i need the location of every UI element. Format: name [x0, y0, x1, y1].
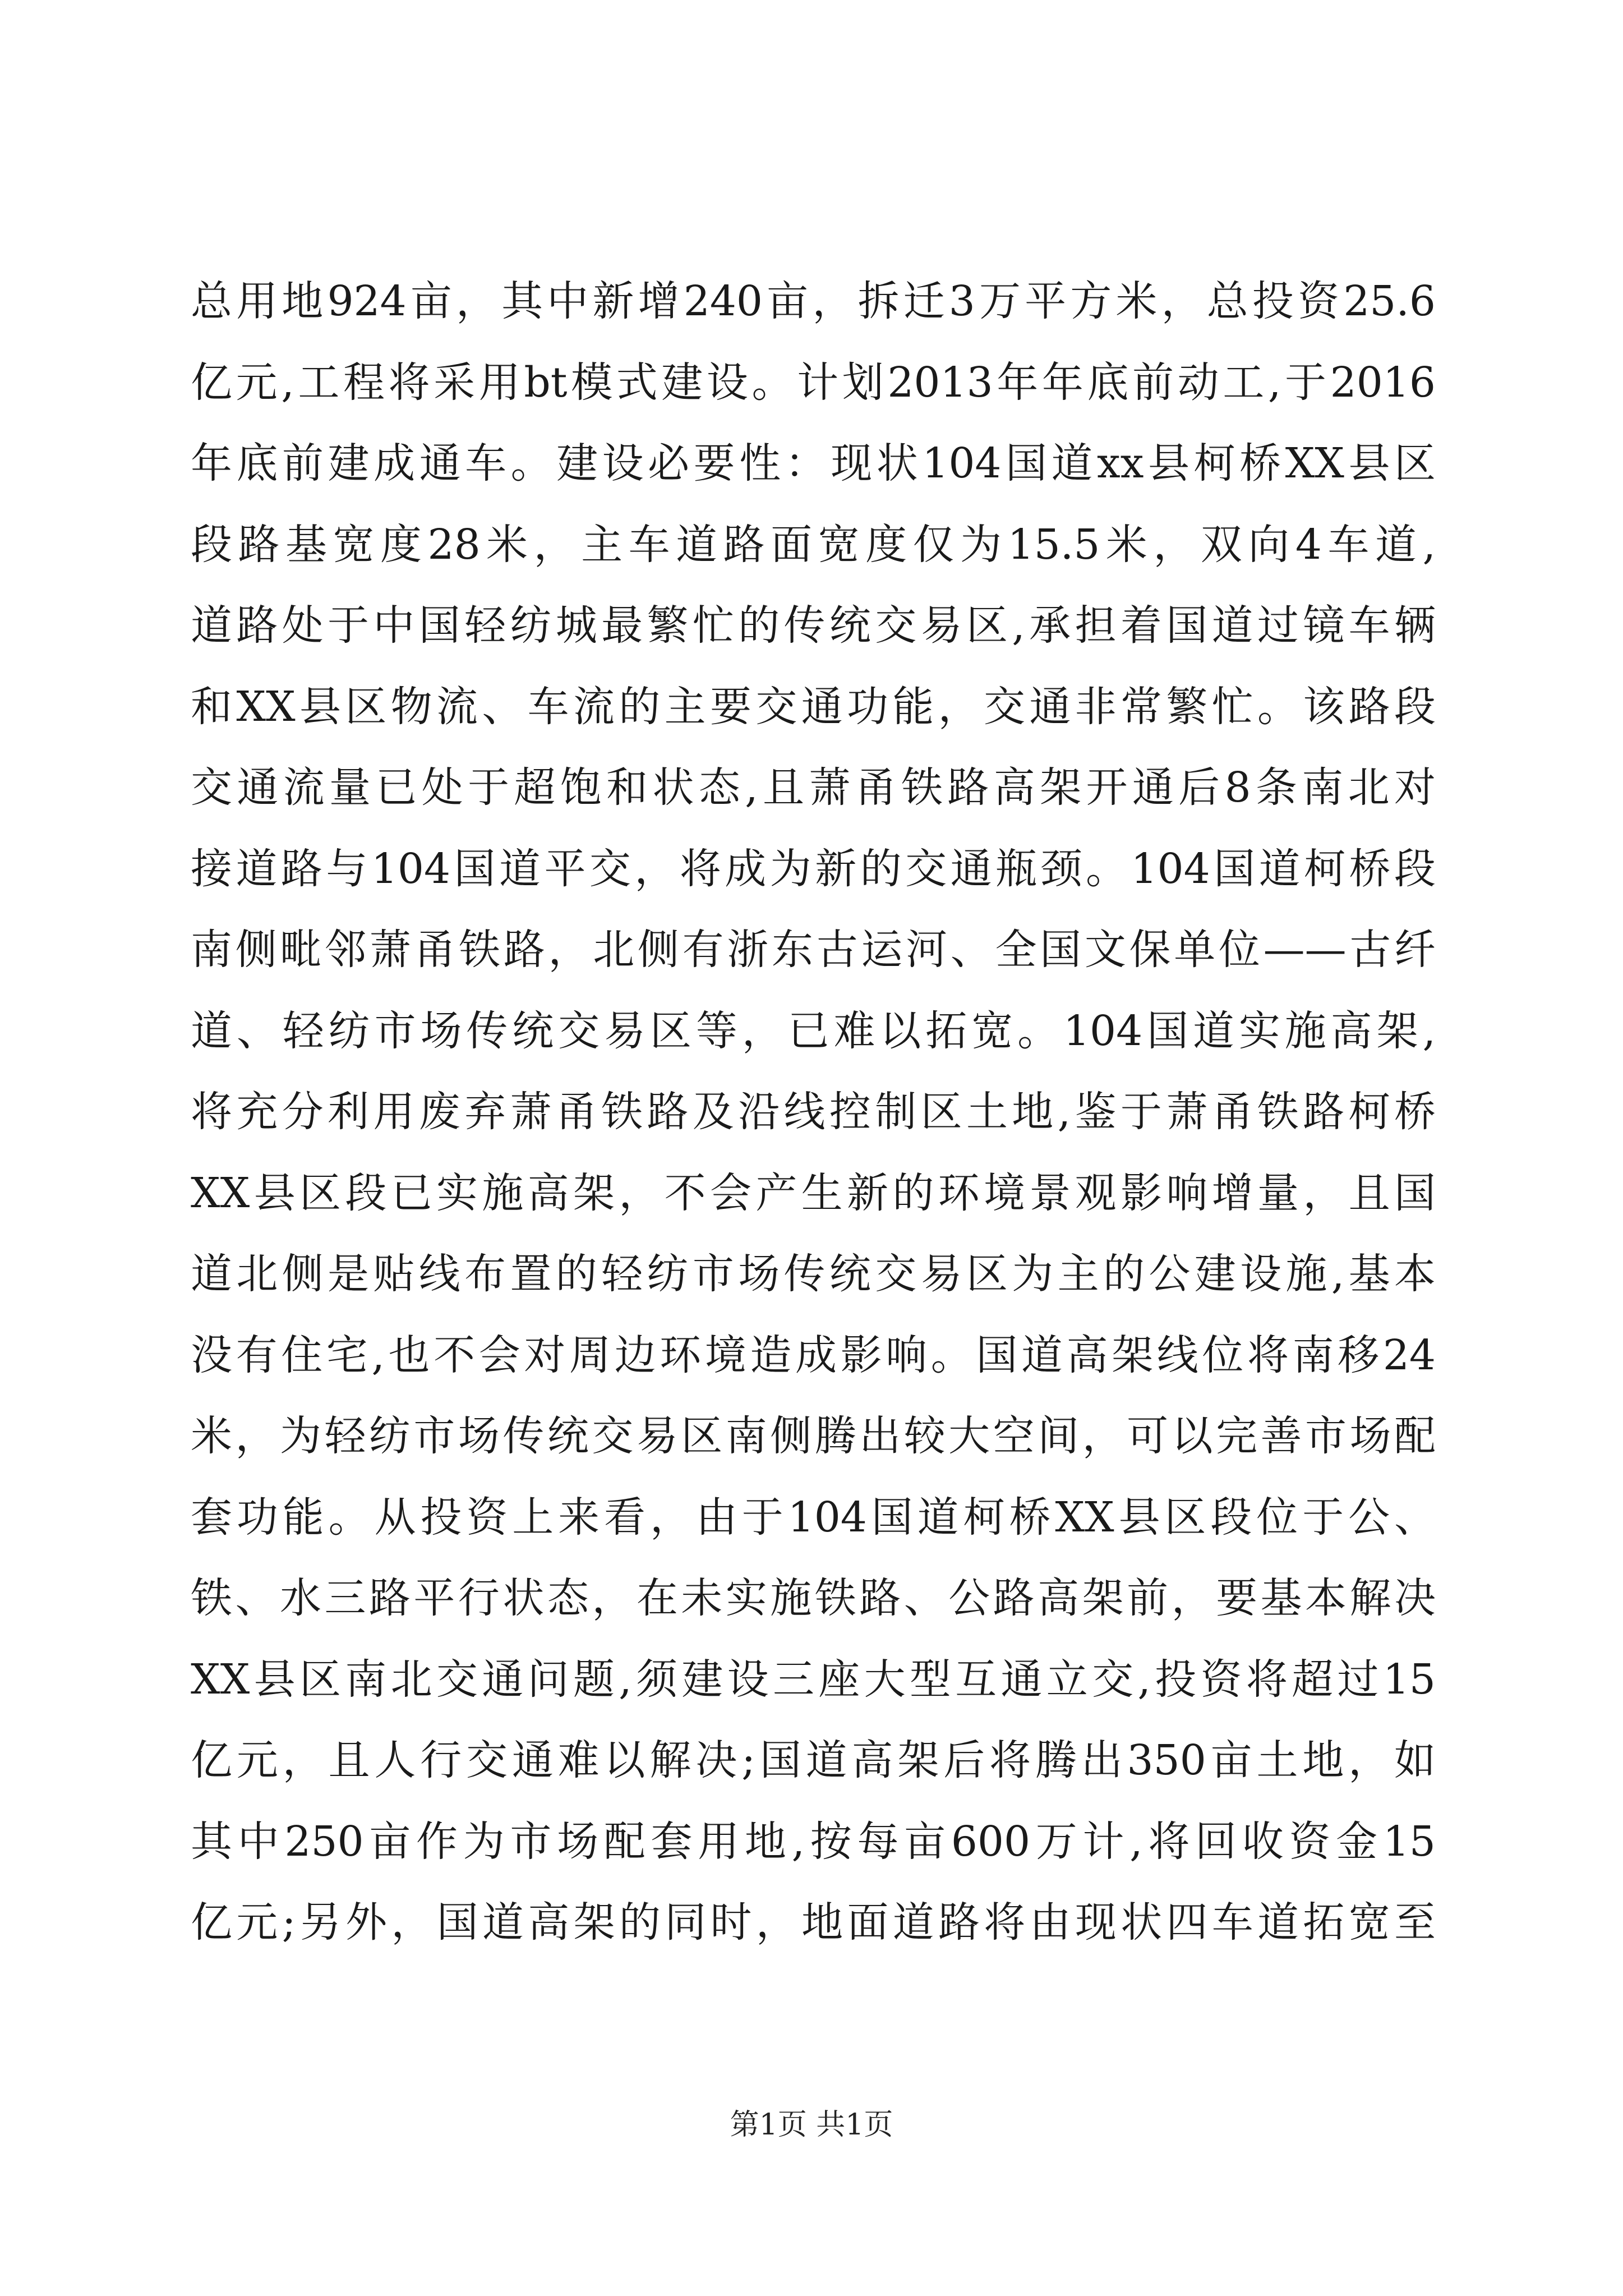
- text-line-2: 亿元,工程将采用bt模式建设。计划2013年年底前动工,于2016: [191, 358, 1436, 407]
- text-line-7: 交通流量已处于超饱和状态,且萧甬铁路高架开通后8条南北对: [191, 763, 1436, 812]
- text-line-12: XX县区段已实施高架，不会产生新的环境景观影响增量，且国: [191, 1168, 1436, 1217]
- text-line-19: 亿元，且人行交通难以解决;国道高架后将腾出350亩土地，如: [191, 1736, 1436, 1784]
- text-line-21: 亿元;另外，国道高架的同时，地面道路将由现状四车道拓宽至: [191, 1898, 1436, 1947]
- text-line-18: XX县区南北交通问题,须建设三座大型互通立交,投资将超过15: [191, 1655, 1436, 1704]
- text-line-14: 没有住宅,也不会对周边环境造成影响。国道高架线位将南移24: [191, 1331, 1436, 1379]
- page-footer: 第1页 共1页: [730, 2108, 893, 2142]
- text-line-5: 道路处于中国轻纺城最繁忙的传统交易区,承担着国道过镜车辆: [191, 601, 1436, 650]
- text-line-17: 铁、水三路平行状态，在未实施铁路、公路高架前，要基本解决: [191, 1574, 1436, 1622]
- text-line-6: 和XX县区物流、车流的主要交通功能，交通非常繁忙。该路段: [191, 682, 1436, 731]
- text-line-8: 接道路与104国道平交，将成为新的交通瓶颈。104国道柯桥段: [191, 844, 1436, 893]
- text-line-4: 段路基宽度28米，主车道路面宽度仅为15.5米，双向4车道,: [191, 520, 1436, 569]
- text-line-9: 南侧毗邻萧甬铁路，北侧有浙东古运河、全国文保单位——古纤: [191, 926, 1436, 974]
- text-line-11: 将充分利用废弃萧甬铁路及沿线控制区土地,鉴于萧甬铁路柯桥: [191, 1088, 1436, 1136]
- text-line-3: 年底前建成通车。建设必要性：现状104国道xx县柯桥XX县区: [191, 439, 1436, 487]
- text-line-20: 其中250亩作为市场配套用地,按每亩600万计,将回收资金15: [191, 1817, 1436, 1866]
- text-line-16: 套功能。从投资上来看，由于104国道柯桥XX县区段位于公、: [191, 1493, 1436, 1542]
- text-line-1: 总用地924亩，其中新增240亩，拆迁3万平方米，总投资25.6: [191, 277, 1436, 325]
- text-line-15: 米，为轻纺市场传统交易区南侧腾出较大空间，可以完善市场配: [191, 1412, 1436, 1460]
- body-text: [191, 261, 1436, 1963]
- text-line-13: 道北侧是贴线布置的轻纺市场传统交易区为主的公建设施,基本: [191, 1250, 1436, 1298]
- text-line-10: 道、轻纺市场传统交易区等，已难以拓宽。104国道实施高架,: [191, 1006, 1436, 1055]
